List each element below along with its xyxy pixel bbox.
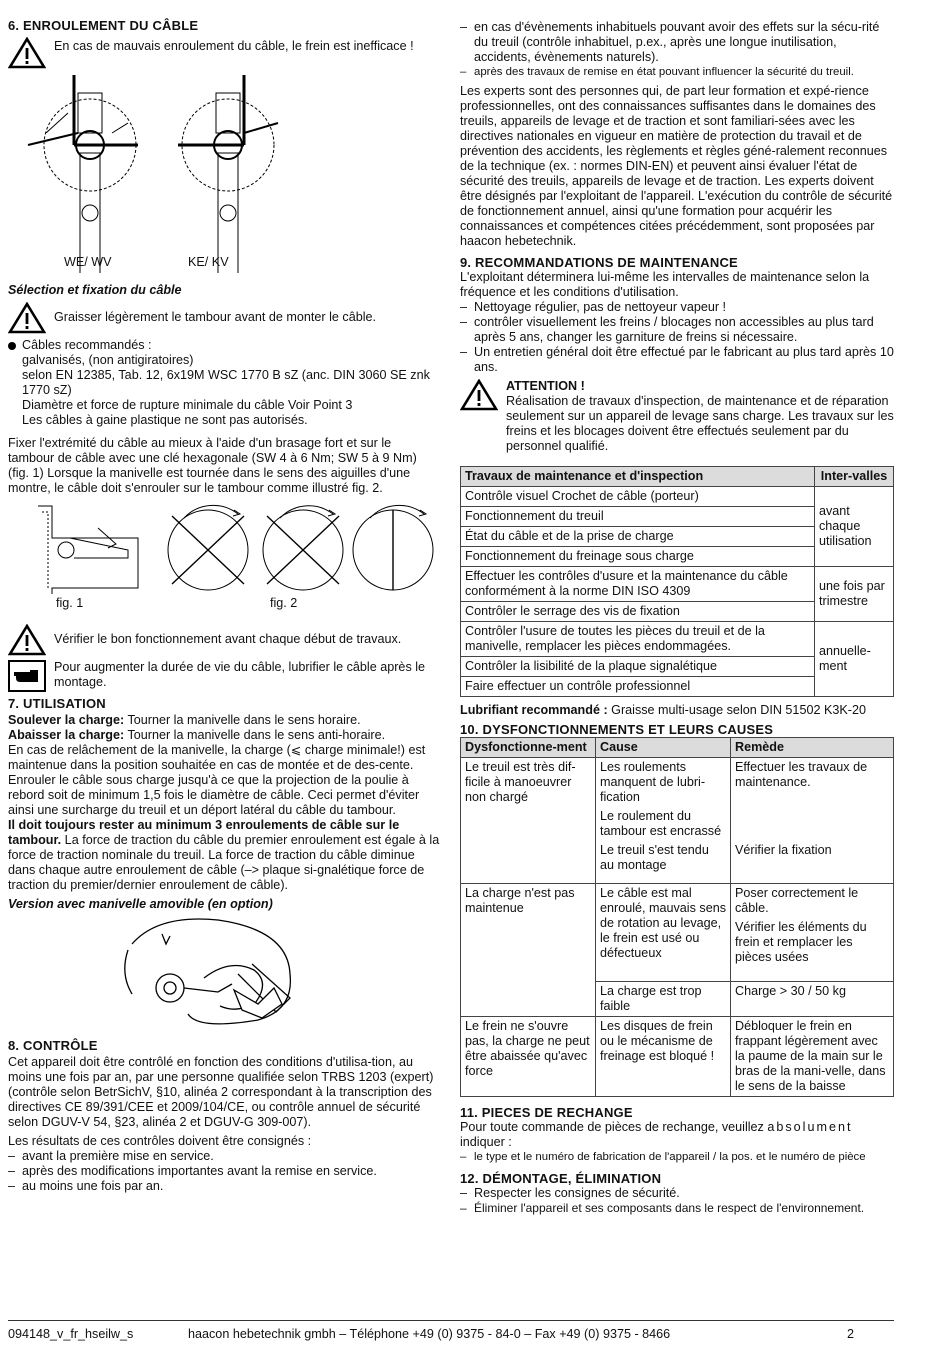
lower-text: Tourner la manivelle dans le sens anti-horaire. <box>124 728 386 742</box>
spare-parts-intro <box>460 1120 894 1150</box>
recommended-cables-list <box>8 338 440 428</box>
disposal-list <box>460 1186 894 1216</box>
warning-cable-winding <box>8 37 440 69</box>
table-cell: État du câble et de la prise de charge <box>461 527 815 547</box>
fig1-fig2-drawings <box>8 502 440 610</box>
spare-parts-list <box>460 1150 894 1165</box>
min-winding-text: La force de traction du câble du premier enroulement est égale à la force de traction nominale du treuil. La force de traction du câble diminue dans chaque autre enroulement de câble (–> plaque si-gnalétique force de traction du premier/dernier enroulement de câble). <box>8 833 440 892</box>
warning-triangle-icon <box>8 302 46 334</box>
list-item: – en cas d'évènements inhabituels pouvant avoir des effets sur la sécu-rité du treuil (contrôle inhabituel, p.ex., après une longue inutilisation, accidents, évènements naturels). <box>460 20 894 65</box>
table-header: Dysfonctionne-ment <box>461 738 596 758</box>
cable-fixing-svg <box>8 502 440 594</box>
fig2-label: fig. 2 <box>270 596 298 610</box>
table-cell: Contrôler le serrage des vis de fixation <box>461 602 815 622</box>
bullet-line: galvanisés, (non antigiratoires) <box>22 353 194 367</box>
lubricant-line <box>460 703 894 718</box>
note-text: Pour augmenter la durée de vie du câble, lubrifier le câble après le montage. <box>54 660 426 689</box>
maintenance-intro: L'exploitant déterminera lui-même les intervalles de maintenance selon la fréquence et les conditions d'utilisation. <box>460 270 870 299</box>
table-cell: Fonctionnement du freinage sous charge <box>461 547 815 567</box>
section-8-title: 8. CONTRÔLE <box>8 1038 98 1053</box>
warning-triangle-icon <box>8 624 46 656</box>
table-cell: Débloquer le frein en frappant légèrement avec la paume de la main sur le bras de la mani-velle, dans le sens de la baisse <box>731 1017 894 1097</box>
experts-paragraph: Les experts sont des personnes qui, de part leur formation et expé-rience professionnelles, ont des connaissances suffisantes dans le domaines des treuils, appareils de levage et de traction et sont familiari-sées avec les directives nationales en vigueur en matière de protection du travail et de prévention des accidents, les règlements et règles géné-ralement reconnues de la technique (ex. : normes DIN-EN) et peuvent ainsi évaluer l'état de sécurité des treuils, appareils de levage et de traction. Les experts doivent être désignés par l'exploitant de l'appareil. L'exécution du contrôle de sécurité de fonctionnement annuel, ainsi qu'une formation pour acquérir les connaissances et compétences citées précédemment, sont proposées par haacon hebetechnik. <box>460 84 893 248</box>
bullet-line: selon EN 12385, Tab. 12, 6x19M WSC 1770 B sZ (anc. DIN 3060 SE znk 1770 sZ) <box>22 368 430 397</box>
lift-label: Soulever la charge: <box>8 713 125 727</box>
cause-text: Le roulement du tambour est encrassé <box>600 809 722 838</box>
min-winding-paragraph <box>8 818 440 893</box>
lower-label: Abaisser la charge: <box>8 728 125 742</box>
bullet-line: Les câbles à gaine plastique ne sont pas autorisés. <box>22 413 308 427</box>
lubricant-label: Lubrifiant recommandé : <box>460 703 608 717</box>
note-lubricate <box>8 660 440 692</box>
cable-selection-subtitle: Sélection et fixation du câble <box>8 283 182 297</box>
min-winding-bold: Il doit toujours rester au minimum 3 enroulements de câble sur le tambour. <box>8 818 400 847</box>
remedy-text: Vérifier les éléments du frein et remplacer les pièces usées <box>735 920 867 964</box>
list-item: – après des modifications importantes avant la remise en service. <box>8 1164 440 1179</box>
section-10-title: 10. DYSFONCTIONNEMENTS ET LEURS CAUSES <box>460 722 774 737</box>
lower-load-line <box>8 728 440 743</box>
attention-text: Réalisation de travaux d'inspection, de maintenance et de réparation seulement sur un appareil de levage sans charge. Les travaux sur les freins et les blocages doivent être effectués seulement par du personnel qualifié. <box>506 394 894 453</box>
lift-load-line <box>8 713 440 728</box>
table-cell: Le câble est mal enroulé, mauvais sens de rotation au levage, le frein est usé ou défectueux <box>596 884 731 982</box>
table-header: Inter-valles <box>815 467 894 487</box>
section-7-title: 7. UTILISATION <box>8 696 106 711</box>
list-item: – Un entretien général doit être effectué par le fabricant au plus tard après 10 ans. <box>460 345 894 375</box>
table-cell: Effectuer les travaux de maintenance. <box>731 758 894 842</box>
company-contact: haacon hebetechnik gmbh – Téléphone +49 (0) 9375 - 84-0 – Fax +49 (0) 9375 - 8466 <box>188 1327 671 1341</box>
right-column <box>460 20 894 1216</box>
warning-text: Vérifier le bon fonctionnement avant chaque début de travaux. <box>54 632 402 646</box>
table-header: Travaux de maintenance et d'inspection <box>461 467 815 487</box>
section-6-title: 6. ENROULEMENT DU CÂBLE <box>8 18 199 33</box>
table-cell: Faire effectuer un contrôle professionnel <box>461 677 815 697</box>
table-cell: Effectuer les contrôles d'usure et la maintenance du câble conformément à la norme DIN ISO 4309 <box>461 567 815 602</box>
interval-cell: annuelle-ment <box>815 622 894 697</box>
page-footer <box>8 1320 894 1342</box>
list-item: – avant la première mise en service. <box>8 1149 440 1164</box>
cause-text: Les roulements manquent de lubri-fication <box>600 760 706 804</box>
table-cell: Contrôler la lisibilité de la plaque signalétique <box>461 657 815 677</box>
control-results-intro: Les résultats de ces contrôles doivent être consignés : <box>8 1134 312 1148</box>
control-results-list-continued <box>460 20 894 80</box>
table-cell: Fonctionnement du treuil <box>461 507 815 527</box>
control-results-list <box>8 1149 440 1194</box>
interval-cell: une fois par trimestre <box>815 567 894 622</box>
brake-drawing-svg <box>8 73 440 273</box>
table-cell: Le treuil est très dif-ficile à manoeuvrer non chargé <box>461 758 596 884</box>
text: indiquer : <box>460 1135 512 1149</box>
warning-text: Graisser légèrement le tambour avant de monter le câble. <box>54 310 377 324</box>
warning-check-function <box>8 624 440 656</box>
list-item: – après des travaux de remise en état pouvant influencer la sécurité du treuil. <box>460 65 894 80</box>
attention-block <box>460 379 894 454</box>
control-paragraph: Cet appareil doit être contrôlé en fonction des conditions d'utilisa-tion, au moins une fois par an, par une personne qualifiée selon TRBS 1203 (expert) (contrôle selon BetrSichV, §10, alinéa 2 correspondant à la transcription des directives CE 89/391/CEE et 2009/104/CE, ou contrôle annuel de sécurité selon DGUV-V 54, §23, alinéa 2 et DGUV-G 309-007). <box>8 1055 434 1129</box>
maintenance-table <box>460 466 894 697</box>
table-cell <box>596 758 731 842</box>
attention-title: ATTENTION ! <box>506 379 585 393</box>
fixing-paragraph: Fixer l'extrémité du câble au mieux à l'aide d'un brasage fort et sur le tambour de câble avec une clé hexagonale (SW 4 à 6 Nm; SW 5 à 9 Nm) (fig. 1) Lorsque la manivelle est tournée dans le sens des aiguilles d'une montre, le câble doit s'enrouler sur le tambour comme illustré fig. 2. <box>8 436 417 495</box>
fig1-label: fig. 1 <box>56 596 84 610</box>
list-item: – Éliminer l'appareil et ses composants dans le respect de l'environnement. <box>460 1201 894 1216</box>
table-cell: La charge est trop faible <box>596 982 731 1017</box>
interval-cell: avant chaque utilisation <box>815 487 894 567</box>
removable-crank-drawing <box>8 914 440 1032</box>
list-item: – le type et le numéro de fabrication de l'appareil / la pos. et le numéro de pièce <box>460 1150 894 1165</box>
bullet-dot-icon <box>8 342 16 350</box>
table-cell: Contrôler l'usure de toutes les pièces du treuil et de la manivelle, remplacer les pièces endommagées. <box>461 622 815 657</box>
troubleshooting-table <box>460 737 894 1097</box>
left-column <box>8 18 440 1194</box>
bullet-line: Câbles recommandés : <box>22 338 152 352</box>
warning-triangle-icon <box>460 379 498 411</box>
list-item: – Respecter les consignes de sécurité. <box>460 1186 894 1201</box>
lubricant-text: Graisse multi-usage selon DIN 51502 K3K-20 <box>607 703 866 717</box>
warning-text: En cas de mauvais enroulement du câble, le frein est inefficace ! <box>54 39 414 53</box>
table-header: Cause <box>596 738 731 758</box>
bullet-line: Diamètre et force de rupture minimale du câble Voir Point 3 <box>22 398 353 412</box>
table-cell: Les disques de frein ou le mécanisme de freinage est bloqué ! <box>596 1017 731 1097</box>
pointing-hand-icon <box>8 660 46 692</box>
section-12-title: 12. DÉMONTAGE, ÉLIMINATION <box>460 1171 662 1186</box>
crank-svg <box>8 914 440 1032</box>
list-item: – Nettoyage régulier, pas de nettoyeur vapeur ! <box>460 300 894 315</box>
maintenance-list <box>460 300 894 375</box>
section-9-title: 9. RECOMMANDATIONS DE MAINTENANCE <box>460 255 738 270</box>
table-cell: Charge > 30 / 50 kg <box>731 982 894 1017</box>
removable-crank-subtitle: Version avec manivelle amovible (en option) <box>8 897 273 911</box>
list-item: – contrôler visuellement les freins / blocages non accessibles au plus tard après 5 ans, changer les garniture de freins si nécessaire. <box>460 315 894 345</box>
table-cell: La charge n'est pas maintenue <box>461 884 596 1017</box>
warning-triangle-icon <box>8 37 46 69</box>
fig-label-ke: KE/ KV <box>188 255 229 269</box>
table-cell: Vérifier la fixation <box>731 841 894 884</box>
section-11-title: 11. PIECES DE RECHANGE <box>460 1105 633 1120</box>
warning-grease <box>8 302 440 334</box>
lift-text: Tourner la manivelle dans le sens horaire. <box>124 713 361 727</box>
table-cell <box>731 884 894 982</box>
brake-drawings-figure <box>8 73 440 273</box>
table-cell: Contrôle visuel Crochet de câble (porteur) <box>461 487 815 507</box>
page-number: 2 <box>846 1327 854 1341</box>
table-cell: Le treuil s'est tendu au montage <box>596 841 731 884</box>
winding-paragraph: Enrouler le câble sous charge jusqu'à ce que la projection de la poulie à rebord soit de minimum 1,5 fois le diamètre de câble. Ceci permet d'éviter ainsi une surcharge du treuil et un déport latéral du câble du tambour. <box>8 773 420 817</box>
text: absolument <box>767 1120 853 1134</box>
table-header: Remède <box>731 738 894 758</box>
fig-label-we: WE/ WV <box>64 255 112 269</box>
text: Pour toute commande de pièces de rechange, veuillez <box>460 1120 768 1134</box>
remedy-text: Poser correctement le câble. <box>735 886 859 915</box>
table-cell: Le frein ne s'ouvre pas, la charge ne peut être abaissée qu'avec force <box>461 1017 596 1097</box>
list-item: – au moins une fois par an. <box>8 1179 440 1194</box>
document-number: 094148_v_fr_hseilw_s <box>8 1327 134 1341</box>
release-paragraph: En cas de relâchement de la manivelle, la charge (⩽ charge minimale!) est maintenue dans la position souhaitée en cas de montée et de des-cente. <box>8 743 426 772</box>
